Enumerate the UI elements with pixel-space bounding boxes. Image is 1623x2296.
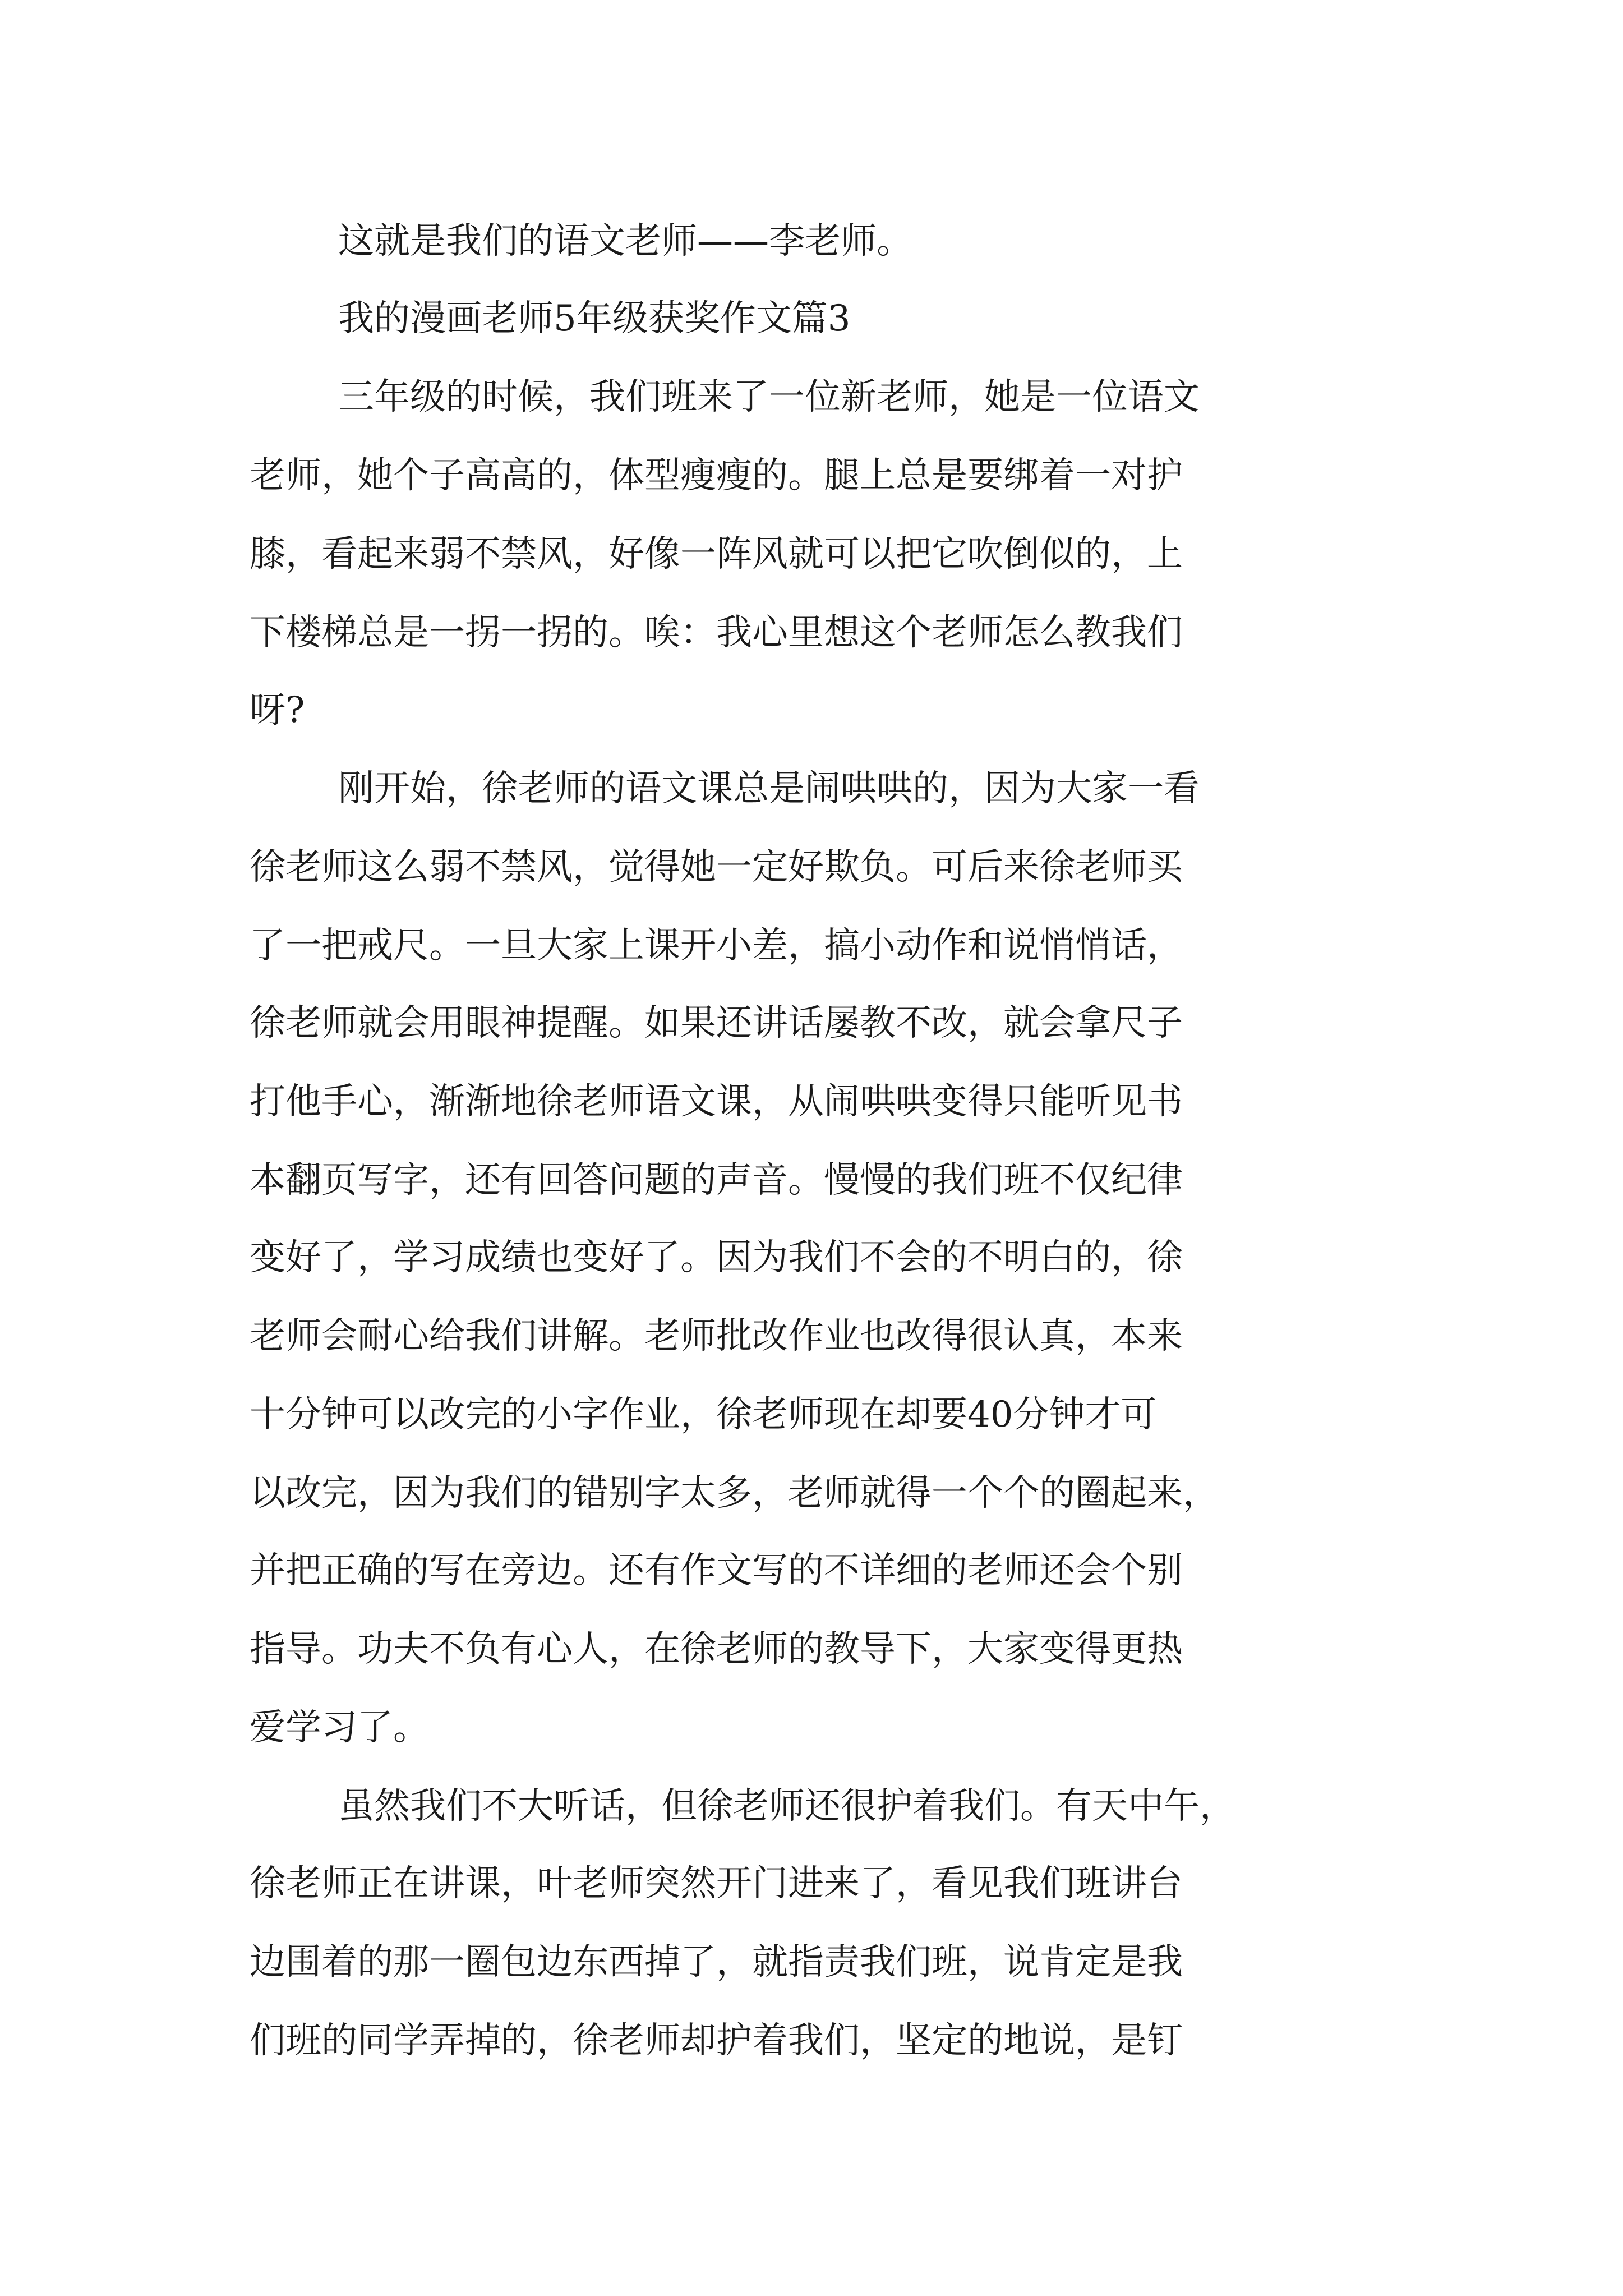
text-line: 三年级的时候，我们班来了一位新老师，她是一位语文 — [338, 376, 1200, 418]
text-line: 本翻页写字，还有回答问题的声音。慢慢的我们班不仅纪律 — [250, 1159, 1183, 1201]
text-line: 下楼梯总是一拐一拐的。唉：我心里想这个老师怎么教我们 — [250, 612, 1183, 654]
text-line: 指导。功夫不负有心人，在徐老师的教导下，大家变得更热 — [250, 1628, 1183, 1670]
text-line: 边围着的那一圈包边东西掉了，就指责我们班，说肯定是我 — [250, 1941, 1183, 1983]
text-line: 徐老师正在讲课，叶老师突然开门进来了，看见我们班讲台 — [250, 1863, 1183, 1904]
text-line: 虽然我们不大听话，但徐老师还很护着我们。有天中午， — [338, 1786, 1235, 1827]
text-line: 徐老师就会用眼神提醒。如果还讲话屡教不改，就会拿尺子 — [250, 1002, 1183, 1044]
text-line: 变好了，学习成绩也变好了。因为我们不会的不明白的，徐 — [250, 1237, 1183, 1278]
text-line: 这就是我们的语文老师——李老师。 — [338, 220, 912, 262]
text-line: 膝，看起来弱不禁风，好像一阵风就可以把它吹倒似的，上 — [250, 533, 1183, 575]
text-line: 并把正确的写在旁边。还有作文写的不详细的老师还会个别 — [250, 1550, 1183, 1591]
text-line: 刚开始，徐老师的语文课总是闹哄哄的，因为大家一看 — [338, 768, 1200, 809]
text-line: 徐老师这么弱不禁风，觉得她一定好欺负。可后来徐老师买 — [250, 846, 1183, 888]
text-line: 们班的同学弄掉的，徐老师却护着我们，坚定的地说，是钉 — [250, 2020, 1183, 2062]
text-line: 呀? — [250, 689, 305, 731]
text-line: 以改完，因为我们的错别字太多，老师就得一个个的圈起来， — [250, 1473, 1219, 1514]
text-line: 老师会耐心给我们讲解。老师批改作业也改得很认真，本来 — [250, 1315, 1183, 1357]
text-line: 老师，她个子高高的，体型瘦瘦的。腿上总是要绑着一对护 — [250, 455, 1183, 496]
text-line: 了一把戒尺。一旦大家上课开小差，搞小动作和说悄悄话， — [250, 925, 1183, 967]
text-line: 打他手心，渐渐地徐老师语文课，从闹哄哄变得只能听见书 — [250, 1081, 1183, 1122]
text-line: 十分钟可以改完的小字作业，徐老师现在却要40分钟才可 — [250, 1394, 1157, 1435]
text-line: 爱学习了。 — [250, 1707, 429, 1749]
section-heading: 我的漫画老师5年级获奖作文篇3 — [338, 298, 851, 339]
